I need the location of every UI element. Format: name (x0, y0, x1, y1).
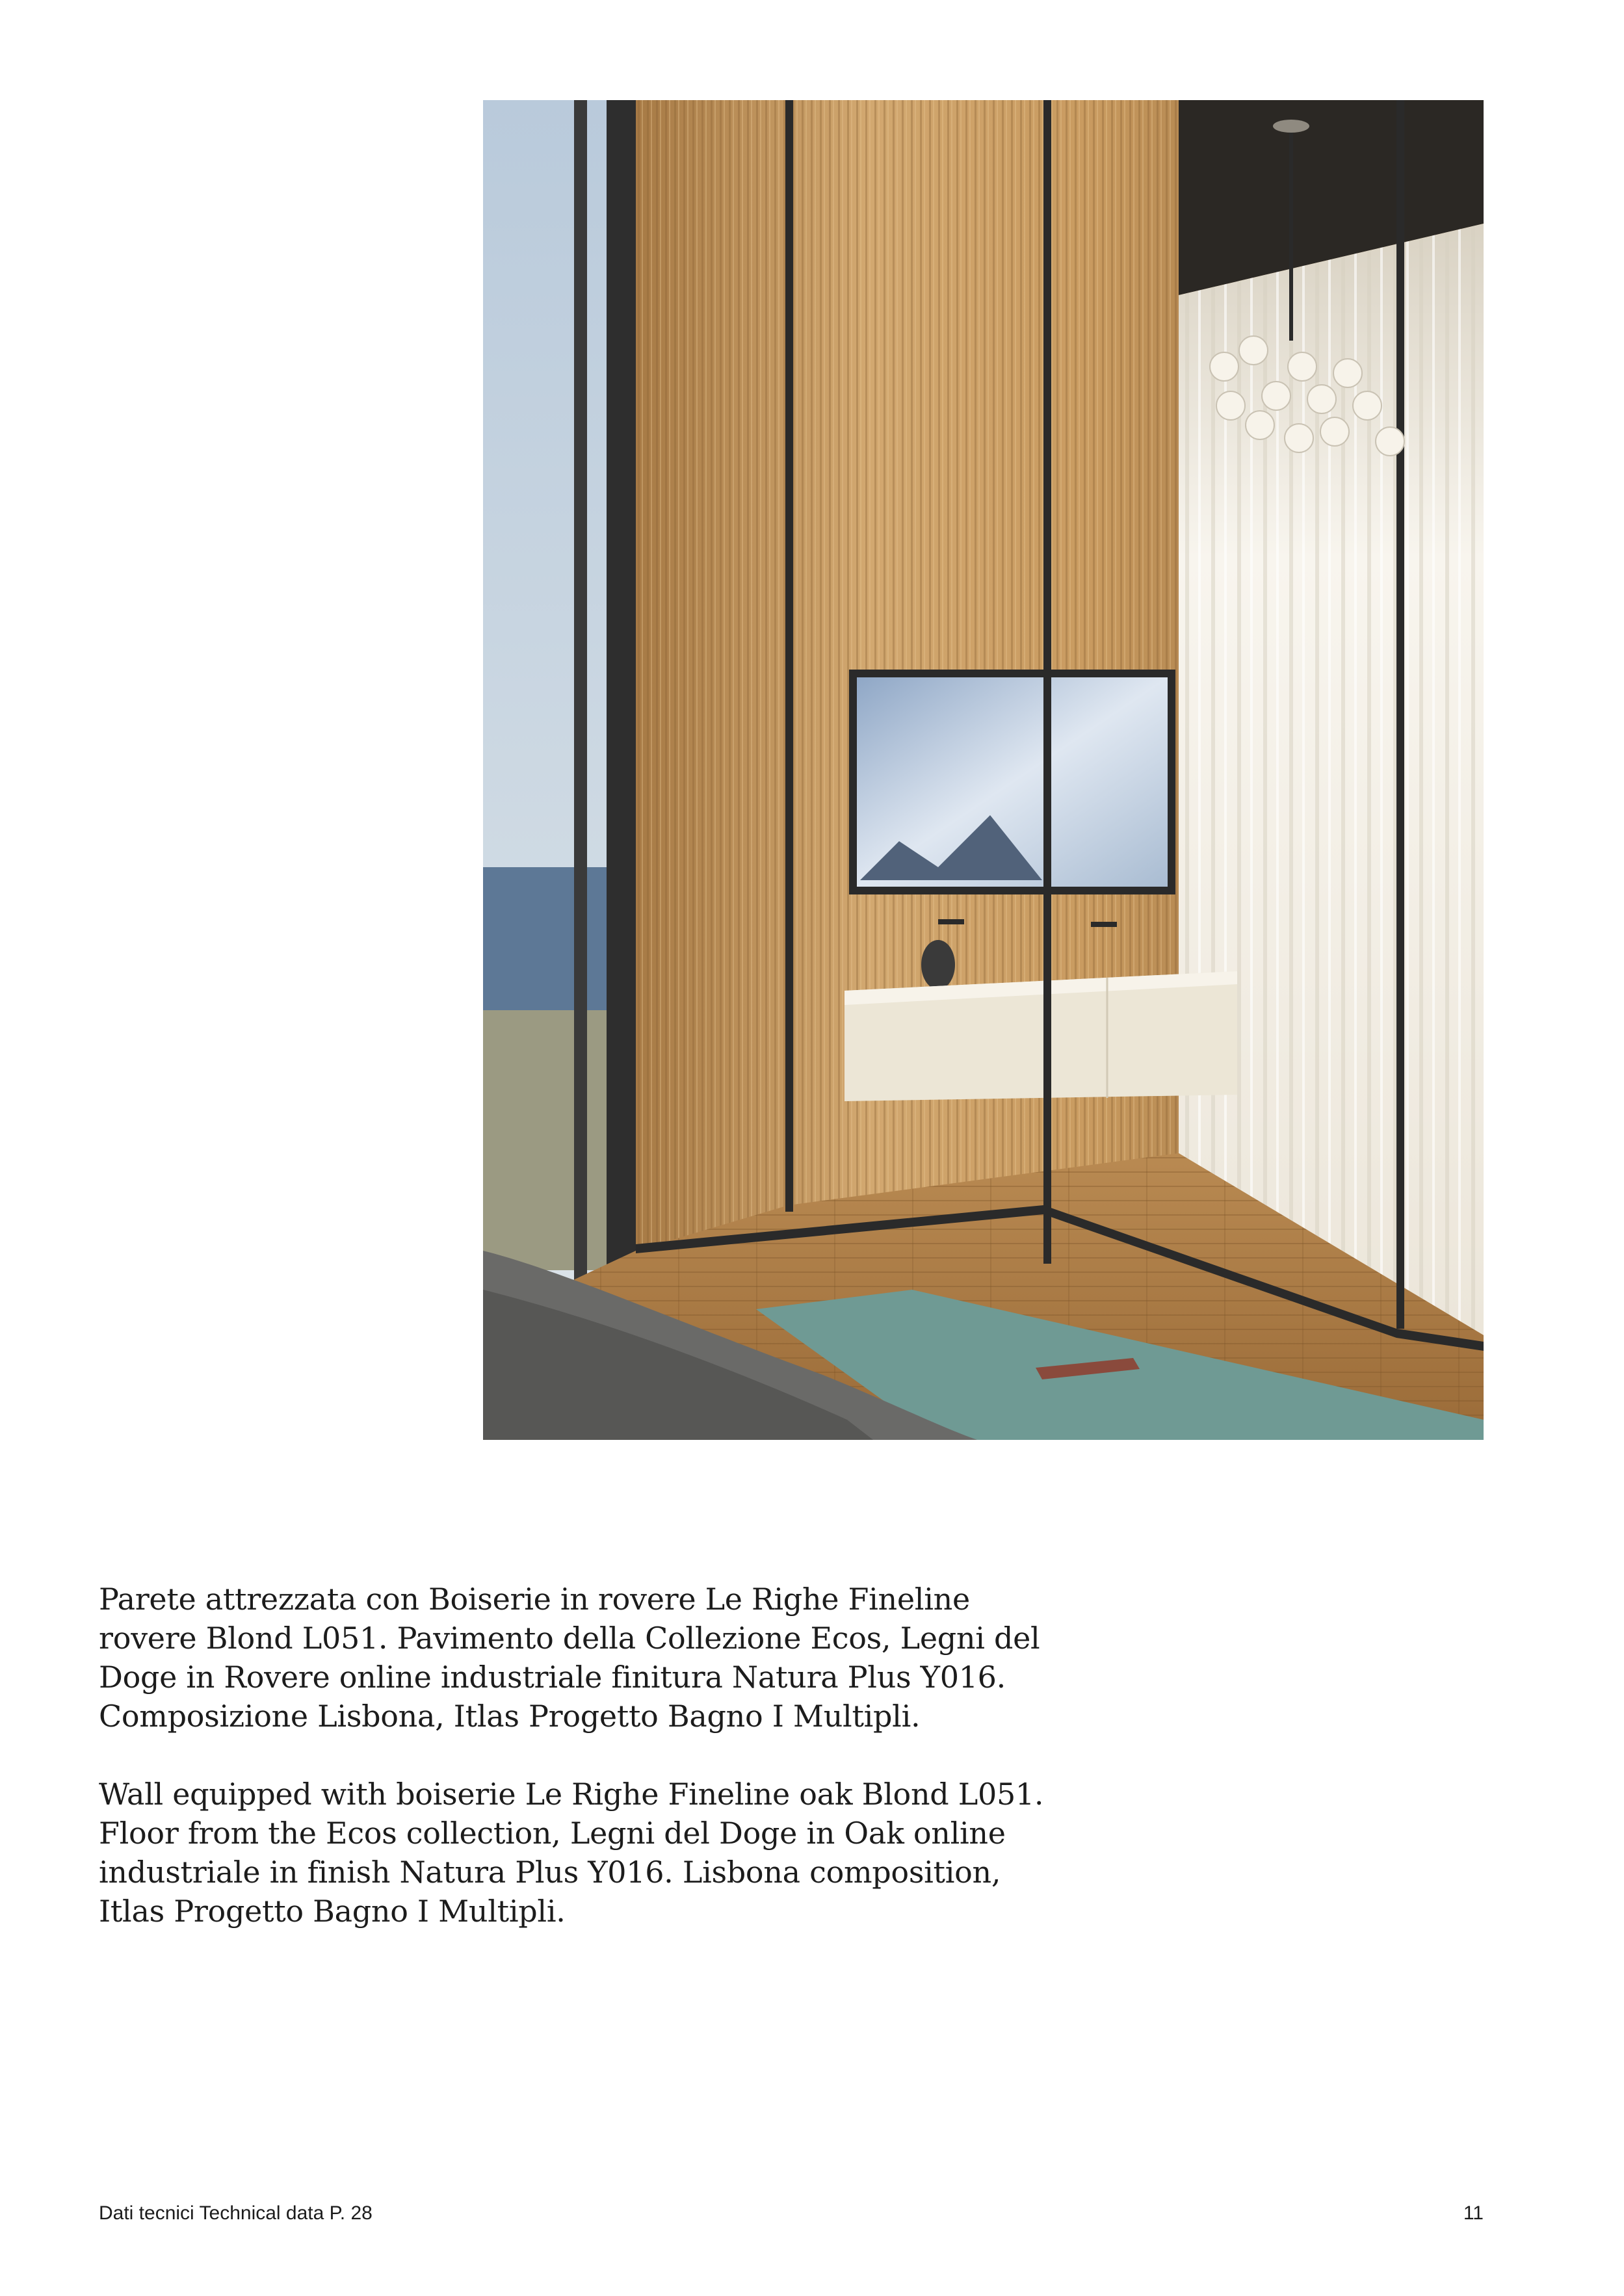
caption-italian (99, 1580, 1172, 1736)
caption-italian-line: rovere Blond L051. Pavimento della Collezione Ecos, Legni del (99, 1621, 1040, 1656)
caption-english-line: Wall equipped with boiserie Le Righe Fineline oak Blond L051. (99, 1777, 1044, 1812)
caption-english-line: industriale in finish Natura Plus Y016. Lisbona composition, (99, 1855, 1001, 1890)
technical-data-reference: Dati tecnici Technical data P. 28 (99, 2202, 373, 2224)
page-number: 11 (1463, 2202, 1484, 2224)
caption-italian-line: Composizione Lisbona, Itlas Progetto Bagno I Multipli. (99, 1699, 921, 1734)
caption-english-line: Itlas Progetto Bagno I Multipli. (99, 1894, 566, 1929)
caption-english (99, 1775, 1172, 1931)
caption-block (99, 1580, 1172, 1970)
bathroom-photo (483, 100, 1484, 1440)
caption-italian-line: Parete attrezzata con Boiserie in rovere Le Righe Fineline (99, 1582, 970, 1617)
caption-english-line: Floor from the Ecos collection, Legni del Doge in Oak online (99, 1816, 1006, 1851)
caption-italian-line: Doge in Rovere online industriale finitura Natura Plus Y016. (99, 1660, 1006, 1695)
